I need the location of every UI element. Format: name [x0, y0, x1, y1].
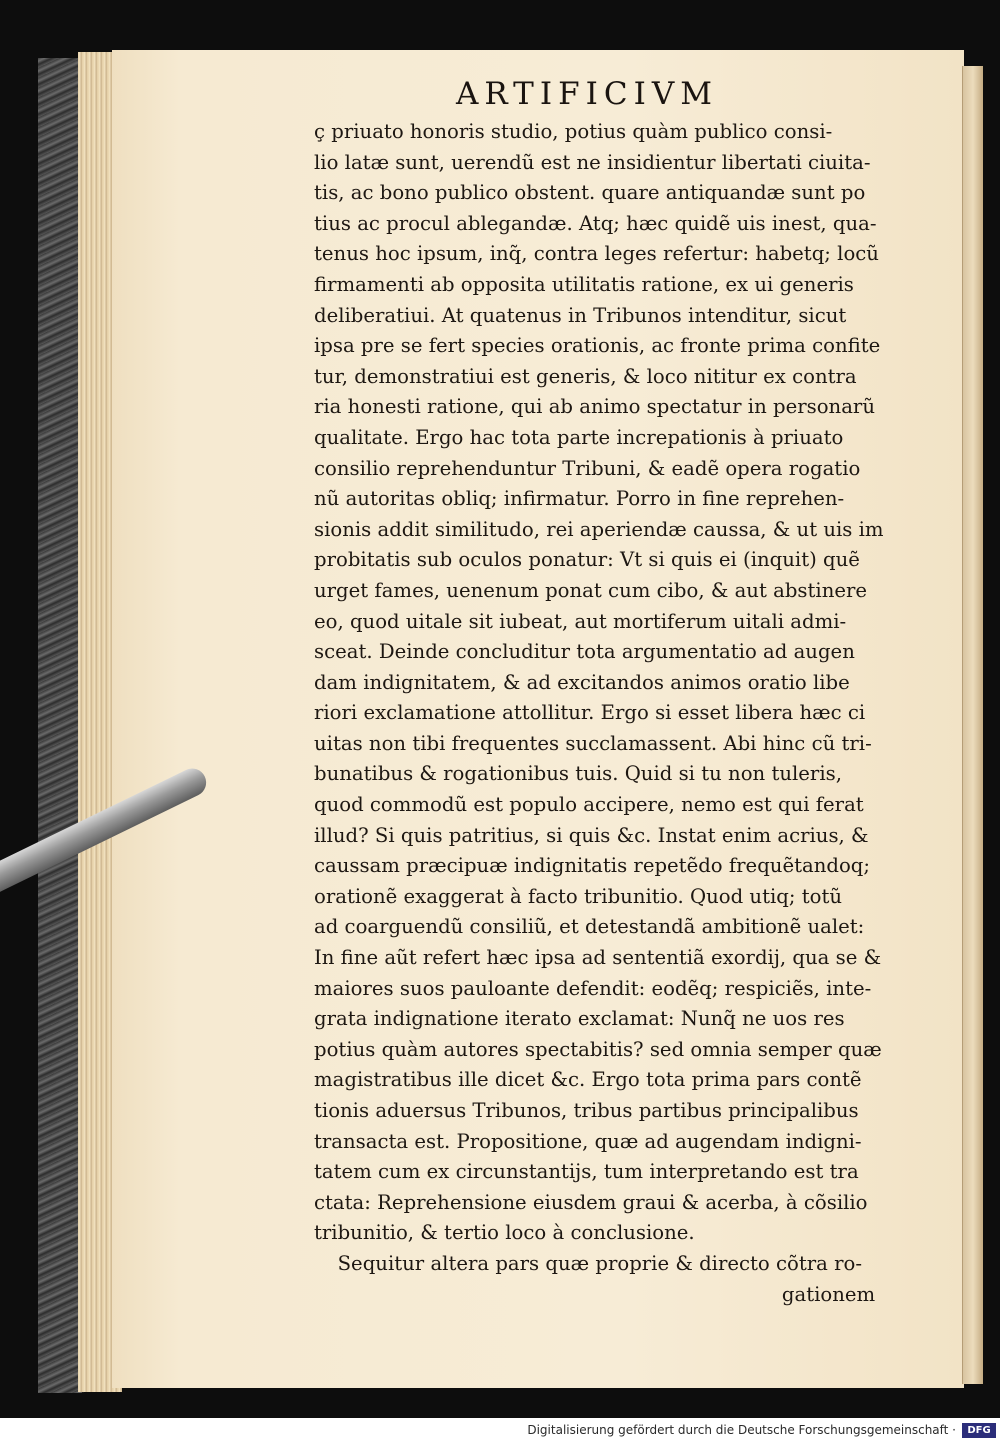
- text-line: urget fames, uenenum ponat cum cibo, & aut abstinere: [314, 577, 868, 602]
- text-line: quod commodũ est populo accipere, nemo est qui ferat: [314, 792, 864, 817]
- text-line: caussam præcipuæ indignitatis repetẽdo frequẽtandoq;: [314, 853, 870, 878]
- text-line: eo, quod uitale sit iubeat, aut mortiferum uitali admi-: [314, 608, 847, 633]
- text-line: tius ac procul ablegandæ. Atq; hæc quidẽ uis inest, qua-: [314, 210, 877, 235]
- text-line: firmamenti ab opposita utilitatis ratione, ex ui generis: [314, 271, 854, 296]
- catchword: gationem: [781, 1281, 876, 1306]
- text-line: In fine aũt refert hæc ipsa ad sententiã exordij, qua se &: [314, 945, 882, 970]
- text-line: probitatis sub oculos ponatur: Vt si quis ei (inquit) quẽ: [314, 547, 860, 572]
- running-head: ARTIFICIVM: [456, 76, 718, 112]
- text-line: illud? Si quis patritius, si quis &c. Instat enim acrius, &: [314, 822, 869, 847]
- text-line: tur, demonstratiui est generis, & loco nititur ex contra: [314, 363, 857, 388]
- text-line: deliberatiui. At quatenus in Tribunos intenditur, sicut: [314, 302, 847, 327]
- text-line: consilio reprehenduntur Tribuni, & eadẽ opera rogatio: [314, 455, 861, 480]
- text-line: tenus hoc ipsum, inq̃, contra leges refertur: habetq; locũ: [314, 241, 879, 266]
- text-line: Sequitur altera pars quæ proprie & directo cõtra ro-: [337, 1250, 862, 1275]
- dfg-logo: DFG: [962, 1423, 996, 1438]
- text-line: ç priuato honoris studio, potius quàm publico consi-: [314, 119, 833, 143]
- text-line: transacta est. Propositione, quæ ad augendam indigni-: [314, 1128, 862, 1153]
- text-line: ipsa pre se fert species orationis, ac fronte prima confite: [314, 333, 881, 358]
- text-line: orationẽ exaggerat à facto tribunitio. Quod utiq; totũ: [314, 883, 843, 908]
- text-line: ria honesti ratione, qui ab animo spectatur in personarũ: [314, 394, 876, 419]
- text-line: tatem cum ex circunstantijs, tum interpretando est tra: [314, 1159, 859, 1184]
- text-line: ad coarguendũ consiliũ, et detestandã ambitionẽ ualet:: [314, 914, 865, 939]
- text-line: riori exclamatione attollitur. Ergo si esset libera hæc ci: [314, 700, 866, 725]
- body-text: [314, 116, 914, 1309]
- text-line: ctata: Reprehensione eiusdem graui & acerba, à cõsilio: [314, 1189, 868, 1214]
- text-line: sionis addit similitudo, rei aperiendæ caussa, & ut uis im: [314, 516, 884, 541]
- text-line: tionis aduersus Tribunos, tribus partibus principalibus: [314, 1098, 859, 1122]
- text-line: maiores suos pauloante defendit: eodẽq; respiciẽs, inte-: [314, 975, 872, 1000]
- text-line: dam indignitatem, & ad excitandos animos oratio libe: [314, 669, 850, 694]
- text-line: uitas non tibi frequentes succlamassent. Abi hinc cũ tri-: [314, 730, 872, 755]
- text-line: lio latæ sunt, uerendũ est ne insidientur libertati ciuita-: [314, 149, 871, 174]
- text-line: potius quàm autores spectabitis? sed omnia semper quæ: [314, 1036, 882, 1061]
- text-line: tis, ac bono publico obstent. quare antiquandæ sunt po: [314, 180, 866, 205]
- text-line: sceat. Deinde concluditur tota argumentatio ad augen: [314, 639, 855, 664]
- text-line: tribunitio, & tertio loco à conclusione.: [314, 1220, 695, 1245]
- text-line: magistratibus ille dicet &c. Ergo tota prima pars contẽ: [314, 1067, 862, 1092]
- text-line: qualitate. Ergo hac tota parte increpationis à priuato: [314, 424, 844, 449]
- text-line: nũ autoritas obliq; infirmatur. Porro in fine reprehen-: [314, 486, 845, 511]
- text-line: grata indignatione iterato exclamat: Nunq̃ ne uos res: [314, 1006, 845, 1031]
- text-line: bunatibus & rogationibus tuis. Quid si tu non tuleris,: [314, 761, 842, 786]
- funding-credit: Digitalisierung gefördert durch die Deutsche Forschungsgemeinschaft ·: [527, 1423, 956, 1437]
- facing-page-edge: [962, 66, 983, 1384]
